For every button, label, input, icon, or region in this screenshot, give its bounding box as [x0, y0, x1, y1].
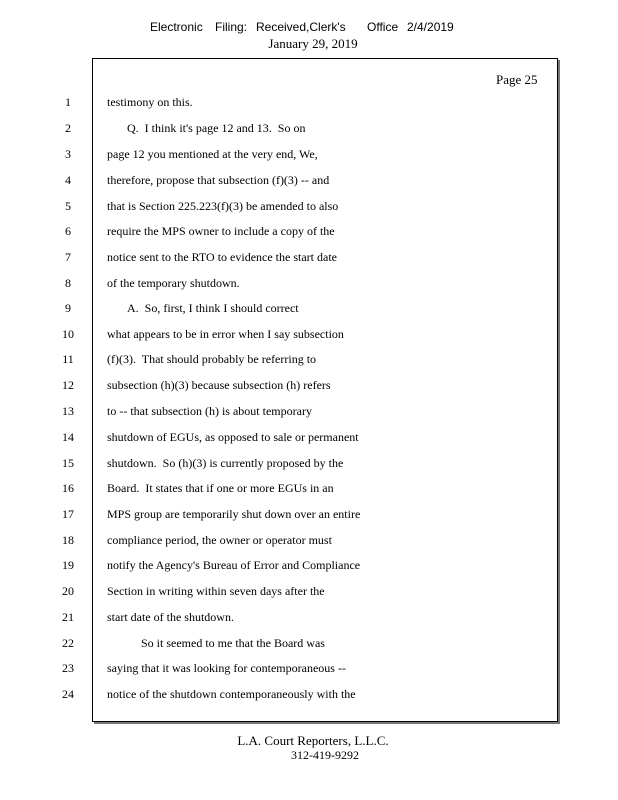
transcript-line: start date of the shutdown. — [107, 610, 234, 624]
line-number: 6 — [65, 224, 71, 238]
line-number: 13 — [62, 404, 74, 418]
stamp-filing: Filing: — [215, 20, 248, 34]
transcript-line: to -- that subsection (h) is about temporary — [107, 404, 312, 418]
stamp-date: 2/4/2019 — [407, 20, 454, 34]
line-number: 8 — [65, 276, 71, 290]
transcript-line: require the MPS owner to include a copy of the — [107, 224, 335, 238]
transcript-line: saying that it was looking for contemporaneous -- — [107, 661, 346, 675]
transcript-line: of the temporary shutdown. — [107, 276, 240, 290]
line-number: 21 — [62, 610, 74, 624]
transcript-line: notice sent to the RTO to evidence the start date — [107, 250, 337, 264]
transcript-line: shutdown. So (h)(3) is currently proposed by the — [107, 456, 344, 470]
transcript-line: therefore, propose that subsection (f)(3) -- and — [107, 173, 330, 187]
line-number: 5 — [65, 199, 71, 213]
transcript-line: A. So, first, I think I should correct — [127, 301, 299, 315]
transcript-line: notify the Agency's Bureau of Error and Compliance — [107, 558, 361, 572]
transcript-line: So it seemed to me that the Board was — [141, 636, 325, 650]
line-number: 3 — [65, 147, 71, 161]
line-number: 23 — [62, 661, 74, 675]
transcript-date: January 29, 2019 — [268, 36, 358, 51]
line-number: 14 — [62, 430, 74, 444]
line-number: 17 — [62, 507, 74, 521]
line-number: 9 — [65, 301, 71, 315]
transcript-line: MPS group are temporarily shut down over an entire — [107, 507, 361, 521]
transcript-line: Board. It states that if one or more EGUs in an — [107, 481, 334, 495]
transcript-line: what appears to be in error when I say subsection — [107, 327, 344, 341]
transcript-line: Q. I think it's page 12 and 13. So on — [127, 121, 306, 135]
transcript-line: Section in writing within seven days after the — [107, 584, 325, 598]
line-number: 22 — [62, 636, 74, 650]
line-number: 19 — [62, 558, 74, 572]
transcript-line: notice of the shutdown contemporaneously with the — [107, 687, 356, 701]
line-number: 24 — [62, 687, 74, 701]
line-number: 4 — [65, 173, 71, 187]
stamp-electronic: Electronic — [150, 20, 203, 34]
page-number: Page 25 — [496, 72, 538, 87]
stamp-office: Office — [367, 20, 399, 34]
transcript-line: shutdown of EGUs, as opposed to sale or permanent — [107, 430, 359, 444]
line-number: 7 — [65, 250, 71, 264]
transcript-line: testimony on this. — [107, 95, 193, 109]
transcript-line: subsection (h)(3) because subsection (h) refers — [107, 378, 331, 392]
transcript-line: compliance period, the owner or operator must — [107, 533, 332, 547]
line-number: 2 — [65, 121, 71, 135]
transcript-line: page 12 you mentioned at the very end, We, — [107, 147, 318, 161]
line-number: 10 — [62, 327, 74, 341]
stamp-received: Received,Clerk's — [256, 20, 346, 34]
line-number: 15 — [62, 456, 74, 470]
line-number: 16 — [62, 481, 74, 495]
reporter-name: L.A. Court Reporters, L.L.C. — [237, 733, 389, 748]
line-number: 20 — [62, 584, 74, 598]
transcript-line: (f)(3). That should probably be referring to — [107, 352, 317, 366]
line-number: 12 — [62, 378, 74, 392]
line-number: 11 — [62, 352, 74, 366]
reporter-phone: 312-419-9292 — [291, 748, 359, 762]
line-number: 18 — [62, 533, 74, 547]
transcript-line: that is Section 225.223(f)(3) be amended to also — [107, 199, 339, 213]
line-number: 1 — [65, 95, 71, 109]
